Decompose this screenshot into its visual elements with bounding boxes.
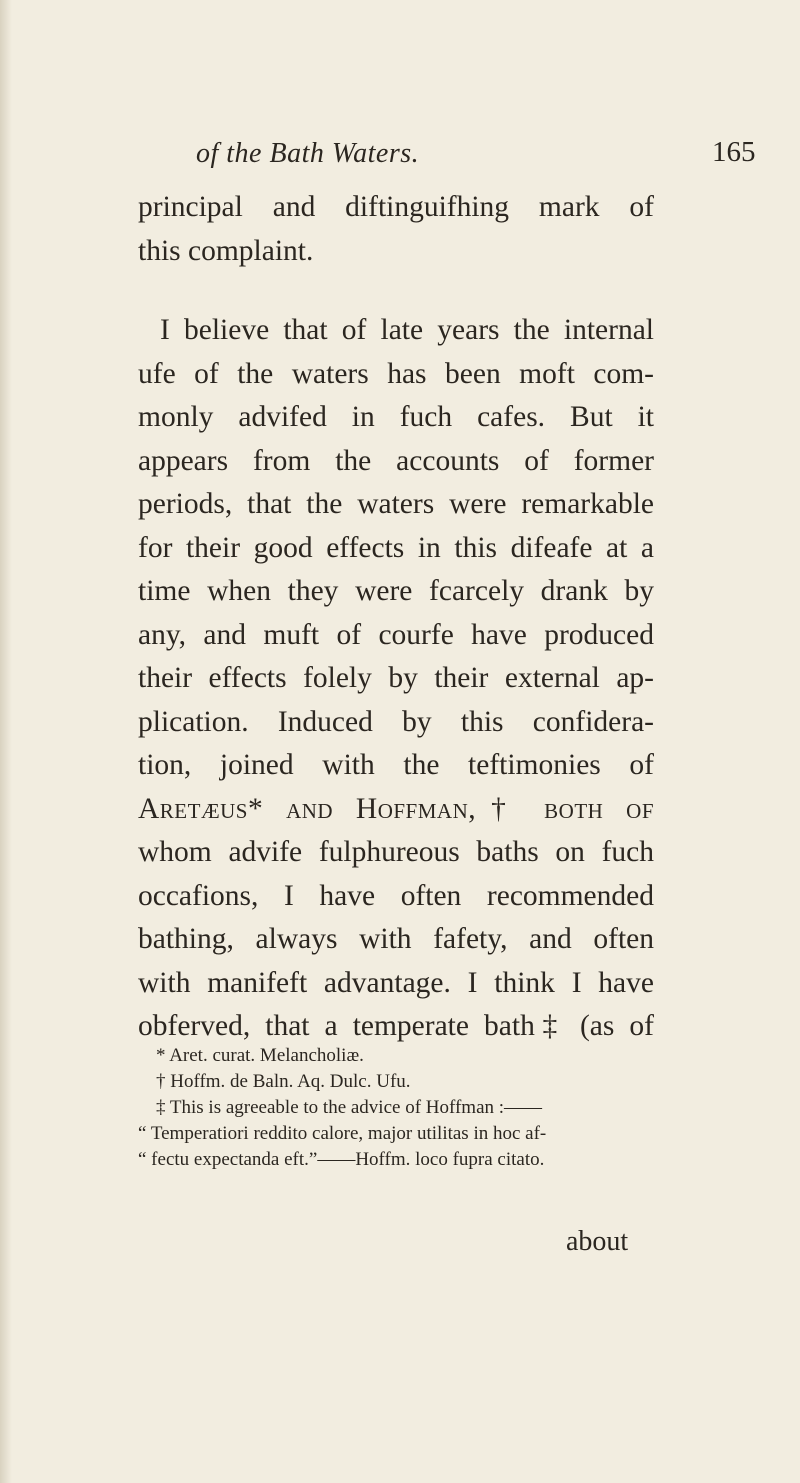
running-head: of the Bath Waters. [196,138,420,169]
text-line: time when they were fcarcely drank by [138,575,654,607]
page-edge [0,0,12,1483]
paragraph-2 [138,309,654,1049]
paragraph-1 [138,186,654,273]
text-line: for their good effects in this difeafe at a [138,531,654,564]
text-line: ufe of the waters has been moft com- [138,357,654,390]
catchword: about [566,1226,629,1257]
text-line: tion, joined with the teftimonies of [138,749,654,781]
text-line: monly advifed in fuch cafes. But it [138,401,654,433]
text-line: Aretæus* and Hoffman,† both of [138,792,654,825]
footnote: † Hoffm. de Baln. Aq. Dulc. Ufu. [156,1071,411,1092]
text-line: this complaint. [138,234,314,267]
text-line: occafions, I have often recommended [138,879,654,912]
footnotes [138,1043,654,1173]
text-line: principal and diftinguifhing mark of [138,191,654,223]
text-line: their effects folely by their external ap- [138,662,654,694]
text-line: whom advife fulphureous baths on fuch [138,836,654,868]
footnote: “ fectu expectanda eft.”——Hoffm. loco fupra citato. [138,1149,545,1170]
text-line: plication. Induced by this confidera- [138,705,654,738]
text-line: bathing, always with fafety, and often [138,923,654,955]
text-line: any, and muft of courfe have produced [138,618,654,651]
text-line: with manifeft advantage. I think I have [138,966,654,999]
text-line: I believe that of late years the internal [160,314,654,346]
footnote: * Aret. curat. Melancholiæ. [156,1045,364,1066]
page-number: 165 [712,136,756,168]
text-line: obferved, that a temperate bath‡ (as of [138,1010,654,1042]
text-line: appears from the accounts of former [138,444,654,477]
footnote: “ Temperatiori reddito calore, major utilitas in hoc af- [138,1123,547,1144]
text-line: periods, that the waters were remarkable [138,488,654,520]
body-text [138,186,654,1049]
footnote: ‡ This is agreeable to the advice of Hoffman :—— [156,1097,543,1118]
